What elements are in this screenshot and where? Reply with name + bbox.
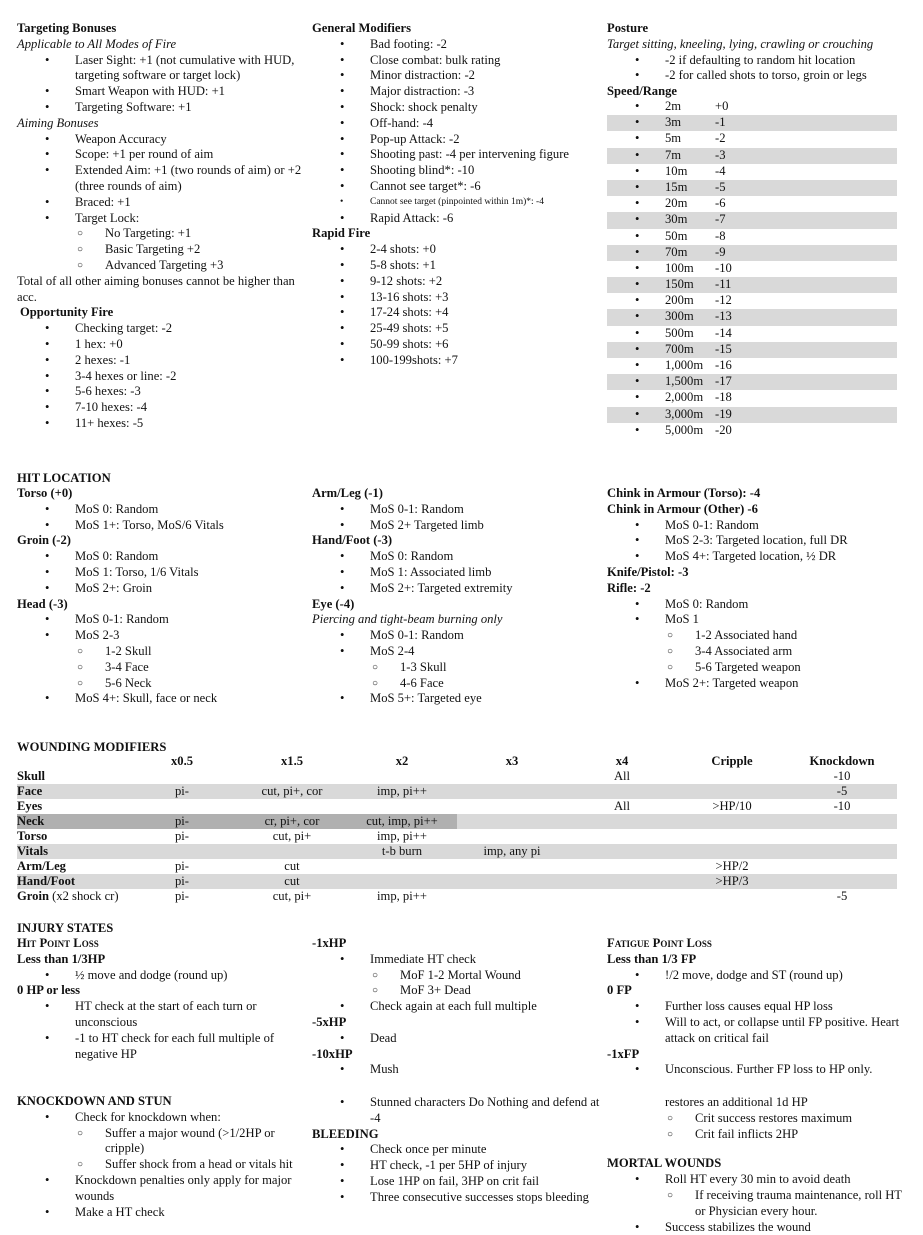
list-item: • MoS 0-1: Random bbox=[312, 628, 602, 644]
general-modifiers-section bbox=[312, 21, 602, 369]
sub-list-item: ○ 4-6 Face bbox=[312, 676, 602, 692]
range-distance: 20m bbox=[665, 196, 688, 211]
list-item: • Check once per minute bbox=[312, 1142, 602, 1158]
eye-heading: Eye (-4) bbox=[312, 596, 355, 611]
column-header: Knockdown bbox=[809, 754, 875, 768]
column-header: x4 bbox=[615, 754, 629, 768]
list-item: • 5-6 hexes: -3 bbox=[17, 384, 307, 400]
list-item: • MoS 5+: Targeted eye bbox=[312, 691, 602, 707]
list-item: • 2 hexes: -1 bbox=[17, 353, 307, 369]
table-cell: -10 bbox=[833, 799, 851, 813]
speed-range-row bbox=[607, 180, 897, 196]
list-item: • Shock: shock penalty bbox=[312, 100, 602, 116]
stun-bleeding-section bbox=[312, 1095, 602, 1206]
list-item: • Target Lock: bbox=[17, 211, 307, 227]
table-cell: cut, pi+, cor bbox=[261, 784, 323, 798]
speed-range-row bbox=[607, 277, 897, 293]
bullet-icon: • bbox=[635, 358, 640, 372]
speed-range-row bbox=[607, 423, 897, 439]
range-distance: 2,000m bbox=[665, 390, 704, 405]
injury-states-title: INJURY STATES bbox=[17, 921, 114, 935]
sub-list-item: ○ No Targeting: +1 bbox=[17, 226, 307, 242]
list-item: • MoS 4+: Targeted location, ½ DR bbox=[607, 549, 902, 565]
bullet-icon: • bbox=[635, 390, 640, 405]
range-distance: 700m bbox=[665, 341, 694, 356]
range-distance: 50m bbox=[665, 228, 688, 243]
list-item: • Check for knockdown when: bbox=[17, 1110, 307, 1126]
range-distance: 7m bbox=[665, 147, 682, 162]
range-distance: 10m bbox=[665, 163, 688, 178]
bullet-icon: • bbox=[635, 325, 640, 340]
list-item: • 2-4 shots: +0 bbox=[312, 242, 602, 258]
aiming-title: Aiming Bonuses bbox=[17, 115, 99, 130]
speed-range-table bbox=[607, 99, 897, 439]
list-item: • MoS 2+: Targeted extremity bbox=[312, 581, 602, 597]
bullet-icon: • bbox=[635, 406, 640, 421]
speed-range-row bbox=[607, 131, 897, 147]
column-header: x2 bbox=[395, 754, 409, 768]
list-item: • Minor distraction: -2 bbox=[312, 68, 602, 84]
list-item: • Check again at each full multiple bbox=[312, 999, 602, 1015]
range-distance: 100m bbox=[665, 260, 694, 275]
speed-range-row bbox=[607, 212, 897, 228]
list-item: • Laser Sight: +1 (not cumulative with HUD, targeting software or target lock) bbox=[17, 53, 307, 85]
table-row bbox=[17, 769, 897, 784]
range-distance: 300m bbox=[665, 309, 694, 324]
list-item: • Knockdown penalties only apply for major wounds bbox=[17, 1173, 307, 1205]
range-distance: 5,000m bbox=[665, 422, 704, 437]
speed-range-row bbox=[607, 115, 897, 131]
range-penalty: -6 bbox=[715, 196, 726, 211]
speed-range-row bbox=[607, 148, 897, 164]
list-item: • Will to act, or collapse until FP positive. Heart attack on critical fail bbox=[607, 1015, 902, 1047]
range-penalty: -8 bbox=[715, 228, 726, 243]
sub-list-item: ○ Suffer shock from a head or vitals hit bbox=[17, 1157, 307, 1173]
groin-heading: Groin (-2) bbox=[17, 533, 71, 548]
location-name: Groin bbox=[17, 889, 49, 903]
eye-subheading: Piercing and tight-beam burning only bbox=[312, 612, 503, 627]
sub-list-item: ○ Basic Targeting +2 bbox=[17, 242, 307, 258]
list-item: • HT check, -1 per 5HP of injury bbox=[312, 1158, 602, 1174]
table-cell: cut, pi+ bbox=[272, 889, 312, 903]
table-cell: cr, pi+, cor bbox=[264, 814, 320, 828]
knockdown-section bbox=[17, 1094, 307, 1220]
list-item: • HT check at the start of each turn or unconscious bbox=[17, 999, 307, 1031]
speed-range-row bbox=[607, 309, 897, 325]
table-cell: cut, imp, pi++ bbox=[366, 814, 438, 828]
location-label bbox=[17, 814, 44, 830]
list-item: • 1 hex: +0 bbox=[17, 337, 307, 353]
range-distance: 1,500m bbox=[665, 374, 704, 389]
range-distance: 150m bbox=[665, 277, 694, 292]
bullet-icon: • bbox=[635, 179, 640, 194]
knife-pistol-heading: Knife/Pistol: -3 bbox=[607, 564, 689, 579]
table-cell: cut, pi+ bbox=[272, 829, 312, 843]
bullet-icon: • bbox=[635, 260, 640, 275]
chink-torso-heading: Chink in Armour (Torso): -4 bbox=[607, 486, 761, 500]
speed-range-row bbox=[607, 390, 897, 406]
location-label bbox=[17, 799, 42, 815]
list-item: • 100-199shots: +7 bbox=[312, 353, 602, 369]
location-name: Neck bbox=[17, 814, 45, 828]
list-item: • Cannot see target*: -6 bbox=[312, 179, 602, 195]
sub-list-item: ○ 1-2 Associated hand bbox=[607, 628, 902, 644]
sub-list-item: ○ If receiving trauma maintenance, roll HT or Physician every hour. bbox=[607, 1188, 902, 1220]
location-name: Eyes bbox=[17, 799, 43, 813]
location-label bbox=[17, 844, 48, 860]
list-item: • 3-4 hexes or line: -2 bbox=[17, 369, 307, 385]
range-penalty: -13 bbox=[715, 309, 732, 324]
range-distance: 2m bbox=[665, 99, 682, 113]
list-item: • Mush bbox=[312, 1062, 602, 1078]
list-item: • Cannot see target (pinpointed within 1m)*: -4 bbox=[312, 195, 602, 211]
list-item: • MoS 0: Random bbox=[17, 549, 307, 565]
sub-list-item: ○ Advanced Targeting +3 bbox=[17, 258, 307, 274]
table-cell: All bbox=[613, 769, 631, 783]
aiming-total-note: Total of all other aiming bonuses cannot be higher than acc. bbox=[17, 273, 295, 304]
list-item: • MoS 1+: Torso, MoS/6 Vitals bbox=[17, 518, 307, 534]
less-third-hp-heading: Less than 1/3HP bbox=[17, 951, 106, 966]
range-penalty: -7 bbox=[715, 212, 726, 227]
list-item: • Off-hand: -4 bbox=[312, 116, 602, 132]
list-item: • Scope: +1 per round of aim bbox=[17, 147, 307, 163]
table-cell: imp, pi++ bbox=[377, 829, 427, 843]
arm-leg-heading: Arm/Leg (-1) bbox=[312, 486, 383, 500]
location-name: Hand/Foot bbox=[17, 874, 76, 888]
sub-list-item: ○ MoF 1-2 Mortal Wound bbox=[312, 968, 602, 984]
list-item: • -1 to HT check for each full multiple of negative HP bbox=[17, 1031, 307, 1063]
range-distance: 1,000m bbox=[665, 358, 704, 372]
list-item: • 25-49 shots: +5 bbox=[312, 321, 602, 337]
speed-range-row bbox=[607, 358, 897, 374]
column-header: Cripple bbox=[711, 754, 753, 768]
table-cell: pi- bbox=[175, 889, 189, 903]
list-item: • Roll HT every 30 min to avoid death bbox=[607, 1172, 902, 1188]
list-item: • 11+ hexes: -5 bbox=[17, 416, 307, 432]
table-cell: >HP/2 bbox=[715, 859, 749, 873]
sub-list-item: ○ Crit success restores maximum bbox=[607, 1111, 902, 1127]
wounding-title: WOUNDING MODIFIERS bbox=[17, 740, 167, 754]
list-item: • MoS 2-3 bbox=[17, 628, 307, 644]
speed-range-row bbox=[607, 374, 897, 390]
location-label bbox=[17, 889, 119, 905]
sub-list-item: ○ 5-6 Neck bbox=[17, 676, 307, 692]
list-item: • ½ move and dodge (round up) bbox=[17, 968, 307, 984]
table-cell: >HP/10 bbox=[712, 799, 752, 813]
sub-list-item: ○ 1-2 Skull bbox=[17, 644, 307, 660]
minus-1xhp-heading: -1xHP bbox=[312, 936, 347, 950]
list-item: • MoS 0: Random bbox=[607, 597, 902, 613]
list-item: • MoS 0-1: Random bbox=[312, 502, 602, 518]
hp-loss-title: Hit Point Loss bbox=[17, 936, 99, 950]
list-item: • !/2 move, dodge and ST (round up) bbox=[607, 968, 902, 984]
list-item: • Unconscious. Further FP loss to HP only. bbox=[607, 1062, 902, 1078]
range-penalty: -17 bbox=[715, 374, 732, 389]
general-title: General Modifiers bbox=[312, 21, 411, 35]
sub-list-item: ○ 3-4 Associated arm bbox=[607, 644, 902, 660]
location-name: Face bbox=[17, 784, 43, 798]
list-item: • Further loss causes equal HP loss bbox=[607, 999, 902, 1015]
table-row bbox=[17, 874, 897, 889]
table-row bbox=[17, 784, 897, 799]
speed-range-row bbox=[607, 196, 897, 212]
table-row bbox=[17, 799, 897, 814]
list-item: • MoS 2-3: Targeted location, full DR bbox=[607, 533, 902, 549]
list-item: • MoS 1: Torso, 1/6 Vitals bbox=[17, 565, 307, 581]
bullet-icon: • bbox=[635, 422, 640, 437]
list-item: • MoS 2+: Targeted weapon bbox=[607, 676, 902, 692]
minus-10xhp-heading: -10xHP bbox=[312, 1046, 353, 1061]
list-item: • Extended Aim: +1 (two rounds of aim) or +2 (three rounds of aim) bbox=[17, 163, 307, 195]
table-cell: pi- bbox=[175, 814, 189, 828]
range-penalty: +0 bbox=[715, 99, 729, 113]
list-item: • 9-12 shots: +2 bbox=[312, 274, 602, 290]
table-cell: imp, any pi bbox=[483, 844, 541, 858]
location-label bbox=[17, 874, 75, 890]
range-penalty: -15 bbox=[715, 341, 732, 356]
speed-range-row bbox=[607, 261, 897, 277]
head-heading: Head (-3) bbox=[17, 596, 68, 611]
sub-list-item: ○ 3-4 Face bbox=[17, 660, 307, 676]
speed-range-row bbox=[607, 293, 897, 309]
range-distance: 5m bbox=[665, 131, 682, 146]
zero-hp-heading: 0 HP or less bbox=[17, 983, 81, 998]
range-penalty: -4 bbox=[715, 163, 726, 178]
range-penalty: -1 bbox=[715, 115, 726, 130]
list-item: • MoS 1 bbox=[607, 612, 902, 628]
list-item: • Weapon Accuracy bbox=[17, 132, 307, 148]
location-note: (x2 shock cr) bbox=[52, 889, 119, 903]
knockdown-title: KNOCKDOWN AND STUN bbox=[17, 1094, 172, 1108]
list-item: • Rapid Attack: -6 bbox=[312, 211, 602, 227]
list-item: • -2 for called shots to torso, groin or legs bbox=[607, 68, 902, 84]
table-cell: pi- bbox=[175, 784, 189, 798]
sub-list-item: ○ MoF 3+ Dead bbox=[312, 983, 602, 999]
wounding-table bbox=[17, 754, 897, 904]
bullet-icon: • bbox=[635, 293, 640, 308]
table-cell: cut bbox=[284, 859, 300, 873]
list-item: • MoS 2+: Groin bbox=[17, 581, 307, 597]
location-name: Vitals bbox=[17, 844, 49, 858]
range-distance: 3,000m bbox=[665, 406, 704, 421]
location-label bbox=[17, 784, 42, 800]
bullet-icon: • bbox=[635, 309, 640, 324]
hit-location-title: HIT LOCATION bbox=[17, 471, 111, 485]
list-item: • MoS 2-4 bbox=[312, 644, 602, 660]
targeting-section bbox=[17, 21, 307, 432]
table-cell: imp, pi++ bbox=[377, 784, 427, 798]
bullet-icon: • bbox=[635, 212, 640, 227]
targeting-title: Targeting Bonuses bbox=[17, 21, 117, 35]
sub-list-item: ○ 1-3 Skull bbox=[312, 660, 602, 676]
list-item: • Shooting blind*: -10 bbox=[312, 163, 602, 179]
range-penalty: -14 bbox=[715, 325, 732, 340]
list-item: • -2 if defaulting to random hit location bbox=[607, 53, 902, 69]
range-distance: 30m bbox=[665, 212, 688, 227]
table-row bbox=[17, 859, 897, 874]
list-item: • 7-10 hexes: -4 bbox=[17, 400, 307, 416]
range-penalty: -5 bbox=[715, 179, 726, 194]
speed-range-row bbox=[607, 229, 897, 245]
range-penalty: -3 bbox=[715, 147, 726, 162]
list-item: • MoS 0-1: Random bbox=[607, 518, 902, 534]
wounding-header-row bbox=[17, 754, 897, 769]
list-item: • Shooting past: -4 per intervening figure bbox=[312, 147, 602, 163]
hp-loss-section bbox=[17, 936, 307, 1062]
list-item: • Close combat: bulk rating bbox=[312, 53, 602, 69]
speed-range-row bbox=[607, 99, 897, 115]
location-name: Arm/Leg bbox=[17, 859, 66, 873]
range-penalty: -11 bbox=[715, 277, 732, 292]
column-header: x3 bbox=[505, 754, 519, 768]
bullet-icon: • bbox=[635, 196, 640, 211]
list-item: • Smart Weapon with HUD: +1 bbox=[17, 84, 307, 100]
list-item: • Pop-up Attack: -2 bbox=[312, 132, 602, 148]
table-cell: pi- bbox=[175, 874, 189, 888]
range-penalty: -19 bbox=[715, 406, 732, 421]
hit-location-col3 bbox=[607, 486, 902, 691]
speed-range-row bbox=[607, 245, 897, 261]
range-penalty: -2 bbox=[715, 131, 726, 146]
hand-foot-heading: Hand/Foot (-3) bbox=[312, 533, 393, 548]
targeting-subtitle: Applicable to All Modes of Fire bbox=[17, 36, 177, 51]
list-item: • 50-99 shots: +6 bbox=[312, 337, 602, 353]
location-name: Skull bbox=[17, 769, 46, 783]
list-item: • Checking target: -2 bbox=[17, 321, 307, 337]
minus-1xfp-heading: -1xFP bbox=[607, 1046, 640, 1061]
list-item: • 13-16 shots: +3 bbox=[312, 290, 602, 306]
table-cell: pi- bbox=[175, 829, 189, 843]
table-cell: >HP/3 bbox=[715, 874, 749, 888]
range-distance: 500m bbox=[665, 325, 694, 340]
minus-5xhp-heading: -5xHP bbox=[312, 1014, 347, 1029]
chink-other-heading: Chink in Armour (Other) -6 bbox=[607, 501, 758, 516]
table-cell: pi- bbox=[175, 859, 189, 873]
range-penalty: -9 bbox=[715, 244, 726, 259]
posture-title: Posture bbox=[607, 21, 649, 35]
bullet-icon: • bbox=[635, 99, 640, 113]
list-item: • Major distraction: -3 bbox=[312, 84, 602, 100]
list-item: • Stunned characters Do Nothing and defend at -4 bbox=[312, 1095, 602, 1127]
location-label bbox=[17, 829, 47, 845]
list-item: • MoS 0: Random bbox=[312, 549, 602, 565]
list-item: • Lose 1HP on fail, 3HP on crit fail bbox=[312, 1174, 602, 1190]
torso-heading: Torso (+0) bbox=[17, 486, 73, 500]
list-item: • Immediate HT check bbox=[312, 952, 602, 968]
range-distance: 3m bbox=[665, 115, 682, 130]
table-cell: -5 bbox=[836, 784, 848, 798]
sub-list-item: ○ Crit fail inflicts 2HP bbox=[607, 1127, 902, 1143]
table-row bbox=[17, 889, 897, 904]
range-penalty: -18 bbox=[715, 390, 732, 405]
table-row bbox=[17, 829, 897, 844]
list-item: • Bad footing: -2 bbox=[312, 37, 602, 53]
bullet-icon: • bbox=[635, 277, 640, 292]
range-distance: 200m bbox=[665, 293, 694, 308]
location-label bbox=[17, 859, 66, 875]
bullet-icon: • bbox=[635, 147, 640, 162]
range-distance: 15m bbox=[665, 179, 688, 194]
restores-mortal-section bbox=[607, 1095, 902, 1235]
speed-range-row bbox=[607, 164, 897, 180]
bullet-icon: • bbox=[635, 228, 640, 243]
table-row bbox=[17, 844, 897, 859]
sub-list-item: ○ 5-6 Targeted weapon bbox=[607, 660, 902, 676]
sub-list-item: ○ Suffer a major wound (>1/2HP or cripple) bbox=[17, 1126, 307, 1158]
table-cell: imp, pi++ bbox=[377, 889, 427, 903]
fp-loss-section bbox=[607, 936, 902, 1078]
posture-section bbox=[607, 21, 902, 100]
list-item: • MoS 0: Random bbox=[17, 502, 307, 518]
bleeding-title: BLEEDING bbox=[312, 1126, 379, 1141]
speed-range-row bbox=[607, 326, 897, 342]
zero-fp-heading: 0 FP bbox=[607, 983, 632, 998]
bullet-icon: • bbox=[635, 131, 640, 146]
range-penalty: -20 bbox=[715, 422, 732, 437]
rifle-heading: Rifle: -2 bbox=[607, 580, 651, 595]
range-penalty: -16 bbox=[715, 358, 732, 372]
bullet-icon: • bbox=[635, 163, 640, 178]
speed-range-row bbox=[607, 407, 897, 423]
bullet-icon: • bbox=[635, 244, 640, 259]
column-header: x0.5 bbox=[170, 754, 194, 768]
rapid-fire-title: Rapid Fire bbox=[312, 226, 371, 241]
list-item: • Braced: +1 bbox=[17, 195, 307, 211]
restores-text: restores an additional 1d HP bbox=[665, 1095, 808, 1109]
list-item: • 17-24 shots: +4 bbox=[312, 305, 602, 321]
speed-range-title: Speed/Range bbox=[607, 84, 677, 99]
table-cell: -5 bbox=[836, 889, 848, 903]
bullet-icon: • bbox=[635, 115, 640, 130]
table-cell: t-b burn bbox=[381, 844, 423, 858]
table-cell: All bbox=[613, 799, 631, 813]
speed-range-row bbox=[607, 342, 897, 358]
range-penalty: -12 bbox=[715, 293, 732, 308]
range-distance: 70m bbox=[665, 244, 688, 259]
bullet-icon: • bbox=[635, 341, 640, 356]
mortal-wounds-title: MORTAL WOUNDS bbox=[607, 1156, 722, 1171]
table-cell: cut bbox=[284, 874, 300, 888]
list-item: • 5-8 shots: +1 bbox=[312, 258, 602, 274]
list-item: • MoS 0-1: Random bbox=[17, 612, 307, 628]
list-item: • Success stabilizes the wound bbox=[607, 1220, 902, 1235]
hit-location-col2 bbox=[312, 486, 602, 707]
less-third-fp-heading: Less than 1/3 FP bbox=[607, 951, 697, 966]
negative-hp-section bbox=[312, 936, 602, 1078]
list-item: • MoS 2+ Targeted limb bbox=[312, 518, 602, 534]
posture-subtitle: Target sitting, kneeling, lying, crawling or crouching bbox=[607, 36, 874, 51]
location-label bbox=[17, 769, 45, 785]
table-row bbox=[17, 814, 897, 829]
list-item: • Dead bbox=[312, 1031, 602, 1047]
location-name: Torso bbox=[17, 829, 48, 843]
list-item: • Targeting Software: +1 bbox=[17, 100, 307, 116]
list-item: • Three consecutive successes stops bleeding bbox=[312, 1190, 602, 1206]
column-header: x1.5 bbox=[280, 754, 304, 768]
table-cell: -10 bbox=[833, 769, 851, 783]
list-item: • MoS 4+: Skull, face or neck bbox=[17, 691, 307, 707]
opportunity-title: Opportunity Fire bbox=[20, 305, 114, 320]
hit-location-col1 bbox=[17, 486, 307, 707]
fp-loss-title: Fatigue Point Loss bbox=[607, 936, 712, 950]
list-item: • Make a HT check bbox=[17, 1205, 307, 1221]
bullet-icon: • bbox=[635, 374, 640, 389]
list-item: • MoS 1: Associated limb bbox=[312, 565, 602, 581]
range-penalty: -10 bbox=[715, 260, 732, 275]
